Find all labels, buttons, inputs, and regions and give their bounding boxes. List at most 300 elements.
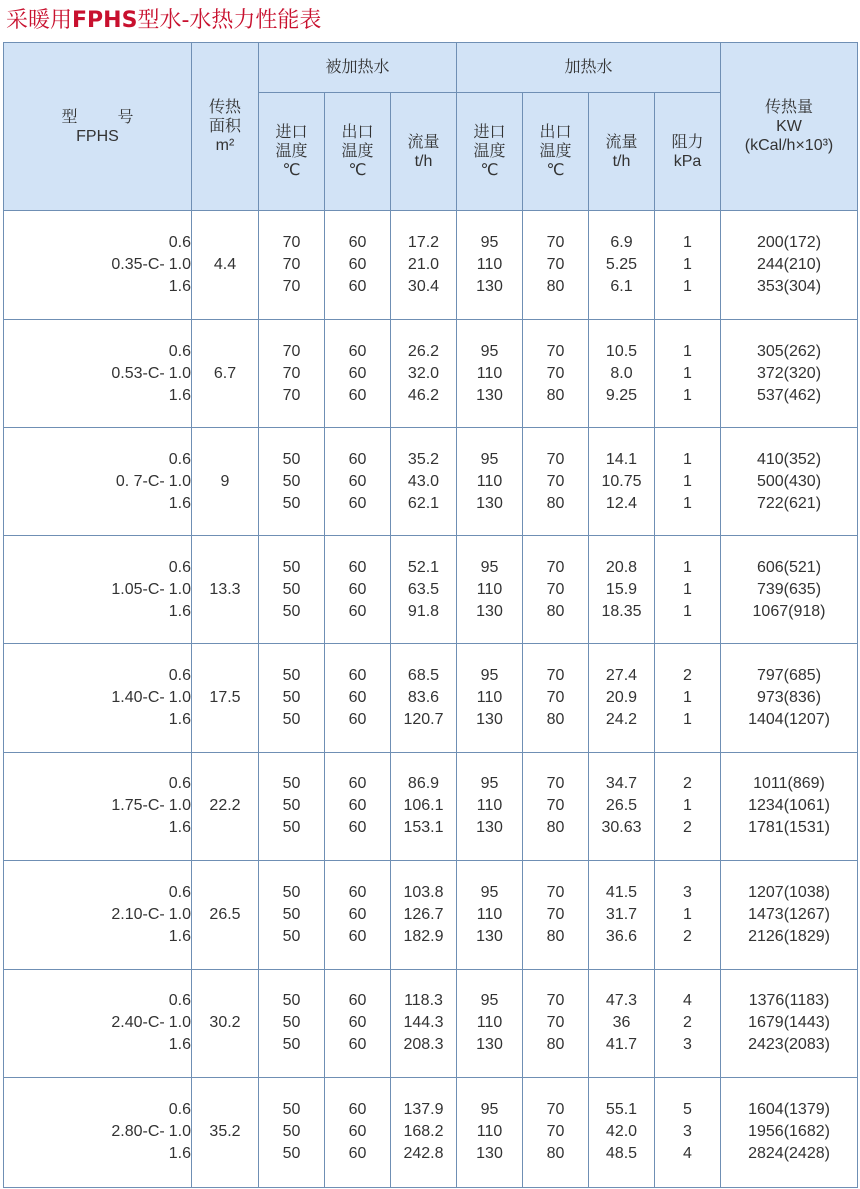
model-label [111,665,191,731]
model-variant: 0.6 [168,883,191,901]
heating-in-cell-value: 130 [476,1145,503,1163]
heated-in-cell-value: 50 [282,775,301,793]
capacity-cell-value: 973(836) [756,688,822,706]
heated-out-cell-value: 60 [348,256,367,274]
heating-in-cell [457,320,523,428]
area-cell: 9 [192,428,259,536]
heating-in-cell-value: 130 [476,386,503,404]
header-capacity-line3: (kCal/h×10³) [744,137,834,154]
heated-in-cell-value: 70 [282,342,301,360]
model-variant: 1.0 [168,472,191,490]
resistance-cell-value: 5 [683,1101,692,1119]
heating-in-cell-value: 110 [476,364,503,382]
heated-out-cell [325,1077,391,1187]
heated-out-cell-value: 60 [348,992,367,1010]
area-cell: 13.3 [192,536,259,644]
heating-out-cell-value: 80 [546,494,565,512]
resistance-cell-value: 4 [683,1145,692,1163]
resistance-cell-value: 1 [683,688,692,706]
model-prefix: 0.53-C- [111,364,165,382]
heating-out-cell [523,860,589,969]
heated-out-cell-value: 60 [348,494,367,512]
heating-flow-cell [589,211,655,320]
capacity-cell-value: 1011(869) [753,775,825,793]
heated-out-cell-value: 60 [348,558,367,576]
area-cell: 17.5 [192,644,259,752]
page-title [6,6,321,36]
heating-flow-cell-value: 20.8 [605,558,638,576]
heated-flow-cell-value: 144.3 [403,1014,444,1032]
table-row [4,969,858,1077]
resistance-cell-value: 3 [683,1036,692,1054]
header-heating-flow-line1: 流量 [605,133,638,151]
heating-out-cell [523,644,589,752]
heating-flow-cell-value: 14.1 [605,450,638,468]
header-area-unit: m² [215,137,235,154]
heated-flow-cell-value: 242.8 [403,1145,444,1163]
heating-in-cell [457,536,523,644]
heating-in-cell [457,644,523,752]
header-area-line1: 传热 [208,99,241,116]
header-heated-in [259,93,325,211]
header-heating-in-line3: ℃ [480,162,499,179]
heated-in-cell-value: 50 [282,1145,301,1163]
heated-flow-cell [391,536,457,644]
heating-out-cell-value: 70 [546,688,565,706]
capacity-cell [721,860,858,969]
heated-in-cell-value: 50 [282,1036,301,1054]
model-variants [169,665,191,731]
heated-out-cell-value: 60 [348,710,367,728]
heating-out-cell-value: 70 [546,992,565,1010]
heated-out-cell-value: 60 [348,927,367,945]
model-prefix: 2.10-C- [111,905,165,923]
capacity-cell-value: 244(210) [756,256,822,274]
heated-out-cell-value: 60 [348,342,367,360]
heated-flow-cell-value: 26.2 [407,342,440,360]
resistance-cell [655,1077,721,1187]
title-suffix: 型水-水热力性能表 [137,8,322,33]
heated-flow-cell [391,860,457,969]
model-label [111,1099,191,1165]
resistance-cell-value: 2 [683,1014,692,1032]
heated-in-cell [259,1077,325,1187]
header-area [192,43,259,211]
header-heated-in-line3: ℃ [282,162,301,179]
model-prefix: 1.40-C- [111,688,165,706]
model-variant: 1.0 [168,1014,191,1032]
resistance-cell-value: 1 [683,797,692,815]
heating-in-cell [457,211,523,320]
header-area-line2: 面积 [208,118,241,135]
resistance-cell [655,752,721,860]
heating-flow-cell-value: 34.7 [605,775,638,793]
model-label [111,557,191,623]
heating-out-cell [523,752,589,860]
heating-in-cell [457,969,523,1077]
model-prefix: 1.05-C- [111,580,165,598]
heated-out-cell [325,211,391,320]
area-cell: 22.2 [192,752,259,860]
model-variant: 1.6 [168,927,191,945]
heating-in-cell [457,860,523,969]
header-heated-out-line1: 出口 [341,124,374,141]
model-variants [169,882,191,948]
heated-flow-cell-value: 118.3 [404,992,443,1010]
heated-flow-cell-value: 153.1 [403,819,444,837]
heated-in-cell-value: 50 [282,1014,301,1032]
heated-flow-cell-value: 43.0 [407,472,440,490]
resistance-cell-value: 2 [683,819,692,837]
heating-out-cell-value: 70 [546,1123,565,1141]
heated-flow-cell-value: 126.7 [403,905,444,923]
heating-flow-cell-value: 42.0 [605,1123,638,1141]
heated-out-cell [325,752,391,860]
model-cell [4,211,192,320]
heating-out-cell-value: 70 [546,883,565,901]
heating-in-cell-value: 95 [480,883,499,901]
heating-out-cell-value: 70 [546,1014,565,1032]
header-heating-out-line2: 温度 [539,143,572,160]
heated-out-cell [325,969,391,1077]
heating-flow-cell-value: 36.6 [605,927,638,945]
heated-in-cell-value: 50 [282,797,301,815]
heating-in-cell-value: 130 [476,602,503,620]
heated-in-cell-value: 50 [282,494,301,512]
heated-in-cell-value: 50 [282,992,301,1010]
resistance-cell-value: 2 [683,775,692,793]
model-prefix: 2.40-C- [111,1014,165,1032]
heating-flow-cell [589,428,655,536]
heated-in-cell [259,536,325,644]
heated-in-cell [259,969,325,1077]
capacity-cell [721,320,858,428]
heated-out-cell-value: 60 [348,278,367,296]
heated-flow-cell [391,428,457,536]
heating-out-cell-value: 70 [546,775,565,793]
heated-in-cell-value: 70 [282,386,301,404]
heated-in-cell [259,428,325,536]
heating-in-cell-value: 110 [476,256,503,274]
heated-in-cell-value: 50 [282,927,301,945]
title-prefix: 采暖用 [6,8,73,33]
heated-in-cell-value: 50 [282,472,301,490]
heated-flow-cell-value: 46.2 [407,386,440,404]
resistance-cell [655,211,721,320]
area-cell: 35.2 [192,1077,259,1187]
heating-out-cell-value: 70 [546,666,565,684]
model-variant: 1.0 [168,364,191,382]
heated-out-cell-value: 60 [348,819,367,837]
table-row [4,211,858,320]
header-heating-out-line1: 出口 [539,124,572,141]
heating-out-cell [523,969,589,1077]
table-row [4,860,858,969]
resistance-cell [655,644,721,752]
heating-flow-cell [589,969,655,1077]
resistance-cell-value: 1 [683,905,692,923]
heating-flow-cell-value: 48.5 [605,1145,638,1163]
header-capacity-line2: KW [776,118,802,135]
heating-flow-cell-value: 9.25 [605,386,638,404]
heated-flow-cell-value: 52.1 [407,558,440,576]
model-variant: 1.0 [168,580,191,598]
heated-flow-cell-value: 182.9 [403,927,444,945]
resistance-cell-value: 1 [683,364,692,382]
heated-in-cell [259,644,325,752]
heated-out-cell-value: 60 [348,364,367,382]
area-cell: 26.5 [192,860,259,969]
heating-out-cell-value: 70 [546,580,565,598]
heated-in-cell [259,211,325,320]
header-capacity-line1: 传热量 [765,99,814,116]
heated-in-cell-value: 50 [282,710,301,728]
capacity-cell-value: 372(320) [756,364,822,382]
capacity-cell [721,644,858,752]
resistance-cell-value: 1 [683,386,692,404]
resistance-cell-value: 1 [683,472,692,490]
header-heated-flow-line1: 流量 [407,133,440,151]
heating-out-cell-value: 70 [546,1101,565,1119]
heated-in-cell-value: 50 [282,883,301,901]
heating-flow-cell-value: 30.63 [601,819,642,837]
heating-flow-cell-value: 36 [612,1014,631,1032]
heated-in-cell-value: 70 [282,256,301,274]
model-variant: 1.6 [168,386,191,404]
heated-out-cell-value: 60 [348,883,367,901]
heating-in-cell-value: 95 [480,1101,499,1119]
heated-flow-cell [391,644,457,752]
header-resistance-line1: 阻力 [671,133,704,151]
capacity-cell-value: 1207(1038) [748,883,830,901]
header-heating-in-line1: 进口 [473,124,506,141]
resistance-cell-value: 1 [683,710,692,728]
heated-in-cell-value: 50 [282,558,301,576]
capacity-cell-value: 1781(1531) [748,819,830,837]
capacity-cell [721,428,858,536]
header-heating-flow [589,93,655,211]
heated-out-cell-value: 60 [348,797,367,815]
model-variant: 1.6 [168,278,191,296]
heating-out-cell-value: 80 [546,1145,565,1163]
heating-flow-cell-value: 12.4 [605,494,638,512]
heating-out-cell-value: 70 [546,472,565,490]
capacity-cell-value: 606(521) [756,558,822,576]
heated-out-cell-value: 60 [348,602,367,620]
heated-out-cell [325,644,391,752]
model-label [111,341,191,407]
heating-out-cell [523,320,589,428]
heating-flow-cell-value: 5.25 [605,256,638,274]
heated-out-cell-value: 60 [348,666,367,684]
heating-in-cell-value: 95 [480,992,499,1010]
heated-flow-cell [391,969,457,1077]
heating-in-cell-value: 95 [480,666,499,684]
model-cell [4,860,192,969]
model-label [111,990,191,1056]
heating-out-cell-value: 80 [546,386,565,404]
heating-flow-cell-value: 6.1 [610,278,633,296]
heating-flow-cell-value: 47.3 [605,992,638,1010]
heating-in-cell-value: 130 [476,1036,503,1054]
heated-out-cell-value: 60 [348,580,367,598]
header-heated-flow-line2: t/h [414,152,433,170]
model-label [111,882,191,948]
heating-in-cell-value: 95 [480,342,499,360]
header-heated-flow [391,93,457,211]
heated-in-cell [259,320,325,428]
model-variant: 1.0 [168,256,191,274]
capacity-cell-value: 1473(1267) [748,905,830,923]
heating-flow-cell-value: 55.1 [605,1101,638,1119]
model-cell [4,1077,192,1187]
capacity-cell-value: 797(685) [756,666,822,684]
resistance-cell-value: 1 [683,450,692,468]
table-row [4,320,858,428]
header-heated-out-line3: ℃ [348,162,367,179]
heating-out-cell-value: 70 [546,905,565,923]
heating-in-cell-value: 110 [476,1014,503,1032]
capacity-cell-value: 2423(2083) [748,1036,830,1054]
header-heated-out [325,93,391,211]
model-cell [4,320,192,428]
capacity-cell-value: 410(352) [756,450,822,468]
resistance-cell-value: 2 [683,666,692,684]
resistance-cell [655,860,721,969]
heated-in-cell-value: 70 [282,278,301,296]
capacity-cell-value: 1956(1682) [748,1123,830,1141]
model-variant: 0.6 [168,666,191,684]
resistance-cell-value: 1 [683,256,692,274]
performance-table [3,42,858,1188]
heating-flow-cell-value: 41.5 [605,883,638,901]
heating-out-cell-value: 70 [546,364,565,382]
header-heating-out-line3: ℃ [546,162,565,179]
heating-in-cell-value: 130 [476,819,503,837]
model-variant: 1.6 [168,602,191,620]
heated-flow-cell-value: 21.0 [407,256,440,274]
capacity-cell-value: 500(430) [756,472,822,490]
header-capacity [721,43,858,211]
heated-out-cell [325,428,391,536]
heated-in-cell-value: 50 [282,905,301,923]
resistance-cell-value: 1 [683,558,692,576]
heating-flow-cell-value: 20.9 [605,688,638,706]
header-heated-in-line1: 进口 [275,124,308,141]
model-variants [169,449,191,515]
heated-out-cell-value: 60 [348,1123,367,1141]
heated-in-cell-value: 50 [282,1123,301,1141]
heated-flow-cell-value: 91.8 [407,602,440,620]
model-variant: 1.0 [168,688,191,706]
heated-flow-cell-value: 86.9 [407,775,440,793]
heating-in-cell [457,1077,523,1187]
model-variants [169,557,191,623]
heated-out-cell [325,860,391,969]
model-cell [4,644,192,752]
capacity-cell-value: 353(304) [756,278,822,296]
heated-in-cell-value: 50 [282,602,301,620]
capacity-cell-value: 739(635) [756,580,822,598]
heated-in-cell-value: 50 [282,450,301,468]
resistance-cell-value: 3 [683,883,692,901]
header-heating-out [523,93,589,211]
resistance-cell [655,320,721,428]
heating-flow-cell [589,536,655,644]
model-cell [4,752,192,860]
heated-in-cell-value: 70 [282,234,301,252]
model-variant: 0.6 [168,992,191,1010]
model-prefix: 0. 7-C- [115,472,165,490]
model-variant: 1.6 [168,494,191,512]
heated-flow-cell-value: 103.8 [403,883,444,901]
heating-in-cell-value: 95 [480,558,499,576]
heating-out-cell-value: 80 [546,602,565,620]
resistance-cell [655,428,721,536]
heating-flow-cell-value: 15.9 [605,580,638,598]
model-variant: 1.6 [168,710,191,728]
capacity-cell [721,1077,858,1187]
model-variant: 1.6 [168,819,191,837]
heating-flow-cell-value: 26.5 [605,797,638,815]
heated-in-cell [259,860,325,969]
model-prefix: 1.75-C- [111,797,165,815]
heating-flow-cell-value: 41.7 [605,1036,638,1054]
heated-out-cell-value: 60 [348,450,367,468]
heated-out-cell-value: 60 [348,1145,367,1163]
header-heating-in-line2: 温度 [473,143,506,160]
heating-flow-cell-value: 10.75 [601,472,642,490]
heating-out-cell-value: 70 [546,234,565,252]
heated-out-cell-value: 60 [348,386,367,404]
heating-in-cell-value: 110 [476,1123,503,1141]
resistance-cell-value: 1 [683,278,692,296]
heated-flow-cell-value: 83.6 [407,688,440,706]
resistance-cell-value: 1 [683,602,692,620]
heating-in-cell-value: 110 [476,797,503,815]
model-variant: 0.6 [168,775,191,793]
heating-in-cell-value: 110 [476,472,503,490]
heated-in-cell [259,752,325,860]
heating-in-cell-value: 110 [476,688,503,706]
heated-out-cell [325,536,391,644]
heating-flow-cell [589,644,655,752]
heated-in-cell-value: 70 [282,364,301,382]
heated-flow-cell-value: 120.7 [403,710,444,728]
model-variant: 0.6 [168,342,191,360]
capacity-cell [721,969,858,1077]
header-heated-out-line2: 温度 [341,143,374,160]
resistance-cell [655,536,721,644]
heating-in-cell [457,752,523,860]
model-variant: 0.6 [168,1101,191,1119]
model-variants [169,1099,191,1165]
model-label [111,773,191,839]
model-variants [169,990,191,1056]
heating-flow-cell-value: 18.35 [601,602,642,620]
capacity-cell [721,211,858,320]
heated-in-cell-value: 50 [282,580,301,598]
heating-flow-cell [589,860,655,969]
heating-flow-cell [589,320,655,428]
heating-out-cell-value: 70 [546,256,565,274]
heating-out-cell-value: 80 [546,927,565,945]
heating-out-cell-value: 80 [546,278,565,296]
heating-in-cell-value: 95 [480,775,499,793]
heating-out-cell-value: 70 [546,558,565,576]
heating-out-cell-value: 80 [546,710,565,728]
resistance-cell-value: 1 [683,494,692,512]
